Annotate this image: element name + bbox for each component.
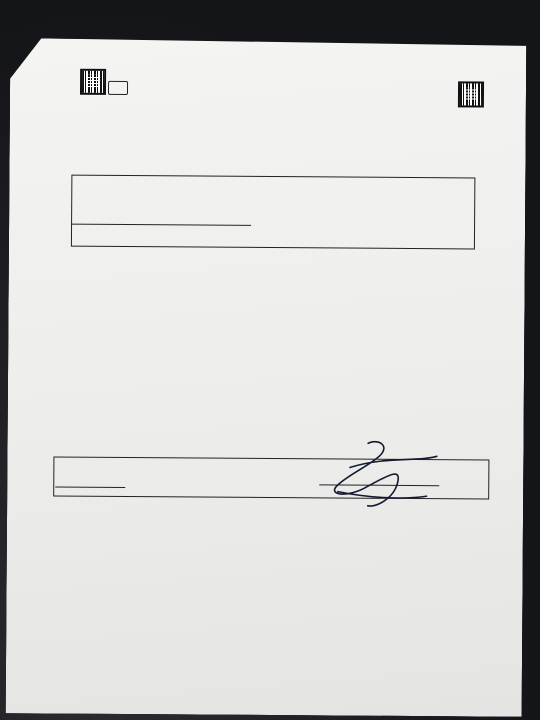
- inspection-report-paper: [6, 38, 527, 717]
- bar-qr-code: [458, 81, 484, 107]
- ecs-table: [67, 275, 509, 278]
- overall-results-box: [71, 175, 475, 250]
- station-info: [58, 419, 474, 422]
- technician-signature: [307, 435, 448, 511]
- vehicle-info-block: [70, 107, 473, 110]
- asm-legend: [64, 394, 482, 397]
- esp-qr-code: [80, 69, 106, 95]
- asm-table: [64, 359, 482, 362]
- esp-logo: [108, 81, 128, 95]
